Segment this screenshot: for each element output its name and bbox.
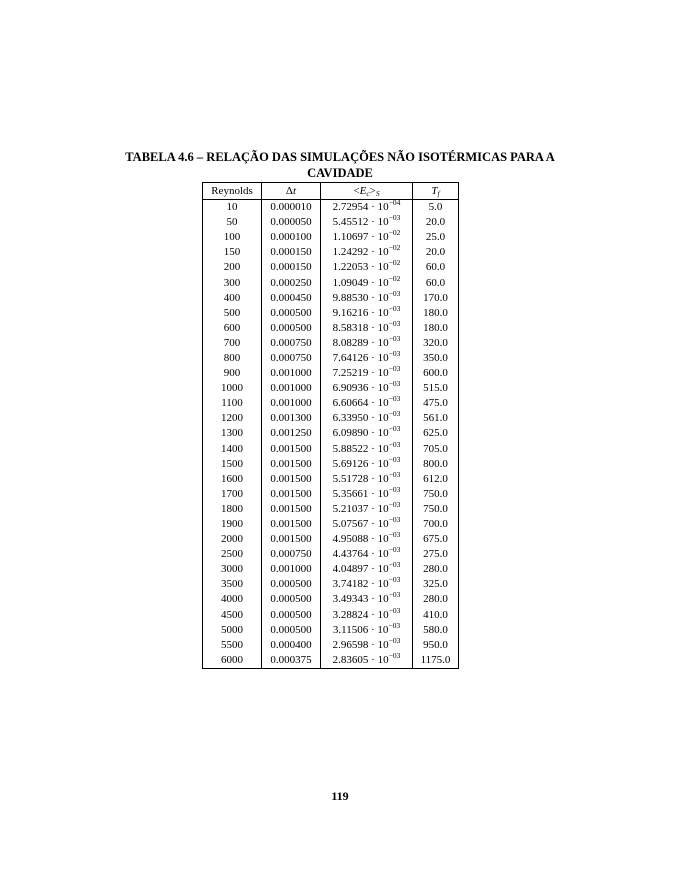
ec-base: · 10 [368,306,389,319]
header-reynolds: Reynolds [203,183,262,200]
ec-sub: c [366,188,370,198]
ec-mantissa: 5.45512 [332,216,369,229]
ec-mantissa: 7.64126 [332,351,369,364]
cell-delta-t: 0.000500 [262,608,321,623]
cell-delta-t: 0.000375 [262,653,321,669]
table-row [203,411,459,426]
cell-delta-t: 0.001250 [262,426,321,441]
cell-tf: 170.0 [413,291,459,306]
ec-mantissa: 6.60664 [332,397,369,410]
cell-tf: 612.0 [413,472,459,487]
cell-tf: 180.0 [413,321,459,336]
cell-tf: 25.0 [413,230,459,245]
ec-base: · 10 [368,291,389,304]
ec-exponent: −02 [388,228,401,238]
ec-mantissa: 6.90936 [332,382,369,395]
ec-exponent: −02 [388,273,401,283]
cell-reynolds: 1100 [203,396,262,411]
cell-reynolds: 1800 [203,502,262,517]
ec-mantissa: 5.21037 [332,502,369,515]
cell-reynolds: 2000 [203,532,262,547]
cell-reynolds: 100 [203,230,262,245]
cell-reynolds: 600 [203,321,262,336]
ec-exponent: −02 [388,258,401,268]
cell-tf: 1175.0 [413,653,459,669]
ec-base: · 10 [368,563,389,576]
cell-delta-t: 0.000010 [262,200,321,216]
ec-base: · 10 [368,457,389,470]
ec-base: · 10 [368,472,389,485]
cell-reynolds: 1300 [203,426,262,441]
ec-base: · 10 [368,608,389,621]
cell-delta-t: 0.001500 [262,457,321,472]
ec-base: · 10 [368,336,389,349]
table-row [203,260,459,275]
cell-reynolds: 900 [203,366,262,381]
ec-exponent: −03 [388,484,401,494]
ec-base: · 10 [368,261,389,274]
cell-reynolds: 500 [203,306,262,321]
table-row [203,215,459,230]
ec-base: · 10 [368,533,389,546]
ec-exponent: −03 [388,394,401,404]
cell-tf: 950.0 [413,638,459,653]
ec-exponent: −03 [388,545,401,555]
cell-tf: 700.0 [413,517,459,532]
ec-exponent: −03 [388,318,401,328]
cell-delta-t: 0.000450 [262,291,321,306]
ec-base: · 10 [368,427,389,440]
cell-tf: 800.0 [413,457,459,472]
cell-reynolds: 5500 [203,638,262,653]
cell-delta-t: 0.001000 [262,562,321,577]
table-row [203,638,459,653]
cell-tf: 580.0 [413,623,459,638]
ec-base: · 10 [368,487,389,500]
ec-base: · 10 [368,367,389,380]
delta-t-var: t [293,184,297,197]
cell-tf: 675.0 [413,532,459,547]
ec-exponent: −03 [388,348,401,358]
cell-tf: 320.0 [413,336,459,351]
ec-base: · 10 [368,623,389,636]
cell-delta-t: 0.000500 [262,577,321,592]
cell-delta-t: 0.001000 [262,396,321,411]
cell-tf: 325.0 [413,577,459,592]
ec-mantissa: 2.72954 [332,201,369,214]
cell-reynolds: 200 [203,260,262,275]
header-delta-t [262,183,321,200]
ec-mantissa: 5.35661 [332,487,369,500]
table-row [203,532,459,547]
cell-reynolds: 1700 [203,487,262,502]
tf-sub: f [437,188,440,198]
cell-reynolds: 150 [203,245,262,260]
cell-reynolds: 4500 [203,608,262,623]
cell-tf: 750.0 [413,502,459,517]
cell-delta-t: 0.001000 [262,366,321,381]
table-row [203,608,459,623]
table-row [203,230,459,245]
ec-exponent: −03 [388,379,401,389]
table-row [203,562,459,577]
cell-delta-t: 0.000250 [262,275,321,290]
ec-exponent: −02 [388,243,401,253]
ec-mantissa: 5.07567 [332,518,369,531]
cell-delta-t: 0.000050 [262,215,321,230]
ec-exponent: −03 [388,213,401,223]
ec-mantissa: 3.49343 [332,593,369,606]
table-row [203,623,459,638]
cell-tf: 280.0 [413,562,459,577]
table-row [203,653,459,669]
cell-reynolds: 300 [203,275,262,290]
table-row [203,351,459,366]
ec-exponent: −03 [388,620,401,630]
cell-mean-ec [321,650,413,669]
table-caption [0,149,680,181]
ec-exponent: −03 [388,515,401,525]
cell-reynolds: 400 [203,291,262,306]
cell-reynolds: 1600 [203,472,262,487]
cell-reynolds: 10 [203,200,262,216]
table-row [203,306,459,321]
cell-delta-t: 0.001500 [262,502,321,517]
ec-exponent: −03 [388,499,401,509]
table-row [203,381,459,396]
cell-delta-t: 0.001500 [262,487,321,502]
cell-tf: 180.0 [413,306,459,321]
cell-tf: 20.0 [413,245,459,260]
ec-mantissa: 8.08289 [332,336,369,349]
ec-exponent: −03 [388,424,401,434]
ec-mantissa: 2.96598 [332,638,369,651]
cell-delta-t: 0.001000 [262,381,321,396]
table-header-row [203,183,459,200]
cell-delta-t: 0.000750 [262,336,321,351]
cell-tf: 20.0 [413,215,459,230]
ec-exponent: −03 [388,560,401,570]
cell-tf: 750.0 [413,487,459,502]
ec-exponent: −03 [388,454,401,464]
ec-exponent: −03 [388,333,401,343]
header-tf [413,183,459,200]
ec-mantissa: 5.69126 [332,457,369,470]
cell-delta-t: 0.001500 [262,442,321,457]
cell-delta-t: 0.001500 [262,532,321,547]
cell-delta-t: 0.000150 [262,260,321,275]
cell-tf: 600.0 [413,366,459,381]
cell-reynolds: 6000 [203,653,262,669]
cell-delta-t: 0.000400 [262,638,321,653]
ec-exponent: −03 [388,303,401,313]
ec-mantissa: 8.58318 [332,321,369,334]
ec-exponent: −03 [388,288,401,298]
ec-exponent: −03 [388,530,401,540]
simulations-table [202,182,459,669]
table-row [203,245,459,260]
cell-reynolds: 800 [203,351,262,366]
ec-mantissa: 4.04897 [332,563,369,576]
cell-tf: 410.0 [413,608,459,623]
ec-base: · 10 [368,351,389,364]
ec-right-bracket: > [369,184,376,197]
table-row [203,457,459,472]
ec-mantissa: 3.11506 [332,623,369,636]
table-row [203,396,459,411]
caption-line-2: CAVIDADE [307,166,373,180]
cell-delta-t: 0.000500 [262,321,321,336]
cell-tf: 350.0 [413,351,459,366]
table-row [203,426,459,441]
ec-mantissa: 1.10697 [332,231,369,244]
table-row [203,291,459,306]
cell-tf: 5.0 [413,200,459,216]
ec-exponent: −03 [388,364,401,374]
header-mean-ec [321,183,413,200]
ec-base: · 10 [368,276,389,289]
ec-exponent: −03 [388,439,401,449]
ec-base: · 10 [368,518,389,531]
ec-mantissa: 5.88522 [332,442,369,455]
cell-reynolds: 700 [203,336,262,351]
cell-delta-t: 0.001300 [262,411,321,426]
table-row [203,577,459,592]
cell-tf: 60.0 [413,260,459,275]
ec-mantissa: 9.88530 [332,291,369,304]
table-row [203,487,459,502]
ec-mantissa: 1.09049 [332,276,369,289]
ec-mantissa: 5.51728 [332,472,369,485]
cell-delta-t: 0.000100 [262,230,321,245]
ec-base: · 10 [368,382,389,395]
ec-mantissa: 7.25219 [332,367,369,380]
cell-reynolds: 2500 [203,547,262,562]
table-body [203,200,459,669]
ec-mantissa: 9.16216 [332,306,369,319]
ec-base: · 10 [368,578,389,591]
table-row [203,200,459,216]
ec-sub2: S [375,188,380,198]
ec-exponent: −03 [388,635,401,645]
ec-base: · 10 [368,397,389,410]
ec-mantissa: 6.33950 [332,412,369,425]
cell-reynolds: 1200 [203,411,262,426]
ec-exponent: −03 [388,575,401,585]
cell-reynolds: 1400 [203,442,262,457]
cell-reynolds: 1900 [203,517,262,532]
ec-base: · 10 [368,638,389,651]
cell-tf: 280.0 [413,592,459,607]
ec-base: · 10 [368,216,389,229]
ec-mantissa: 1.24292 [332,246,369,259]
table-row [203,592,459,607]
table-row [203,517,459,532]
cell-tf: 475.0 [413,396,459,411]
ec-exponent: −03 [388,590,401,600]
table-row [203,442,459,457]
cell-tf: 625.0 [413,426,459,441]
cell-delta-t: 0.000500 [262,623,321,638]
cell-delta-t: 0.000750 [262,351,321,366]
cell-delta-t: 0.000150 [262,245,321,260]
cell-delta-t: 0.001500 [262,472,321,487]
ec-base: · 10 [368,548,389,561]
cell-tf: 561.0 [413,411,459,426]
cell-delta-t: 0.000750 [262,547,321,562]
ec-mantissa: 3.28824 [332,608,369,621]
cell-delta-t: 0.000500 [262,306,321,321]
ec-base: · 10 [368,201,389,214]
caption-line-1: TABELA 4.6 – RELAÇÃO DAS SIMULAÇÕES NÃO ISOTÉRMICAS PARA A [125,150,555,164]
table-row [203,336,459,351]
page-number: 119 [331,789,349,803]
cell-reynolds: 4000 [203,592,262,607]
ec-left-bracket: < [353,184,360,197]
table-row [203,275,459,290]
cell-tf: 60.0 [413,275,459,290]
cell-reynolds: 1500 [203,457,262,472]
cell-reynolds: 50 [203,215,262,230]
ec-mantissa: 2.83605 [332,653,369,666]
cell-tf: 515.0 [413,381,459,396]
cell-delta-t: 0.001500 [262,517,321,532]
ec-base: · 10 [368,502,389,515]
ec-base: · 10 [368,593,389,606]
ec-mantissa: 1.22053 [332,261,369,274]
ec-exponent: −03 [388,409,401,419]
table-row [203,321,459,336]
ec-exponent: −03 [388,605,401,615]
ec-mantissa: 3.74182 [332,578,369,591]
ec-var: E [359,184,367,197]
cell-reynolds: 3500 [203,577,262,592]
table-row [203,366,459,381]
cell-delta-t: 0.000500 [262,592,321,607]
ec-base: · 10 [368,653,389,666]
delta-symbol: Δ [285,184,293,197]
cell-reynolds: 3000 [203,562,262,577]
cell-reynolds: 5000 [203,623,262,638]
ec-base: · 10 [368,231,389,244]
table-row [203,472,459,487]
ec-base: · 10 [368,321,389,334]
tf-var: T [431,184,438,197]
ec-base: · 10 [368,246,389,259]
ec-mantissa: 4.95088 [332,533,369,546]
ec-mantissa: 4.43764 [332,548,369,561]
ec-base: · 10 [368,412,389,425]
ec-exponent: −03 [388,650,401,660]
cell-tf: 705.0 [413,442,459,457]
ec-base: · 10 [368,442,389,455]
table-row [203,502,459,517]
table-row [203,547,459,562]
ec-exponent: −04 [388,198,401,208]
ec-mantissa: 6.09890 [332,427,369,440]
cell-tf: 275.0 [413,547,459,562]
cell-reynolds: 1000 [203,381,262,396]
ec-exponent: −03 [388,469,401,479]
